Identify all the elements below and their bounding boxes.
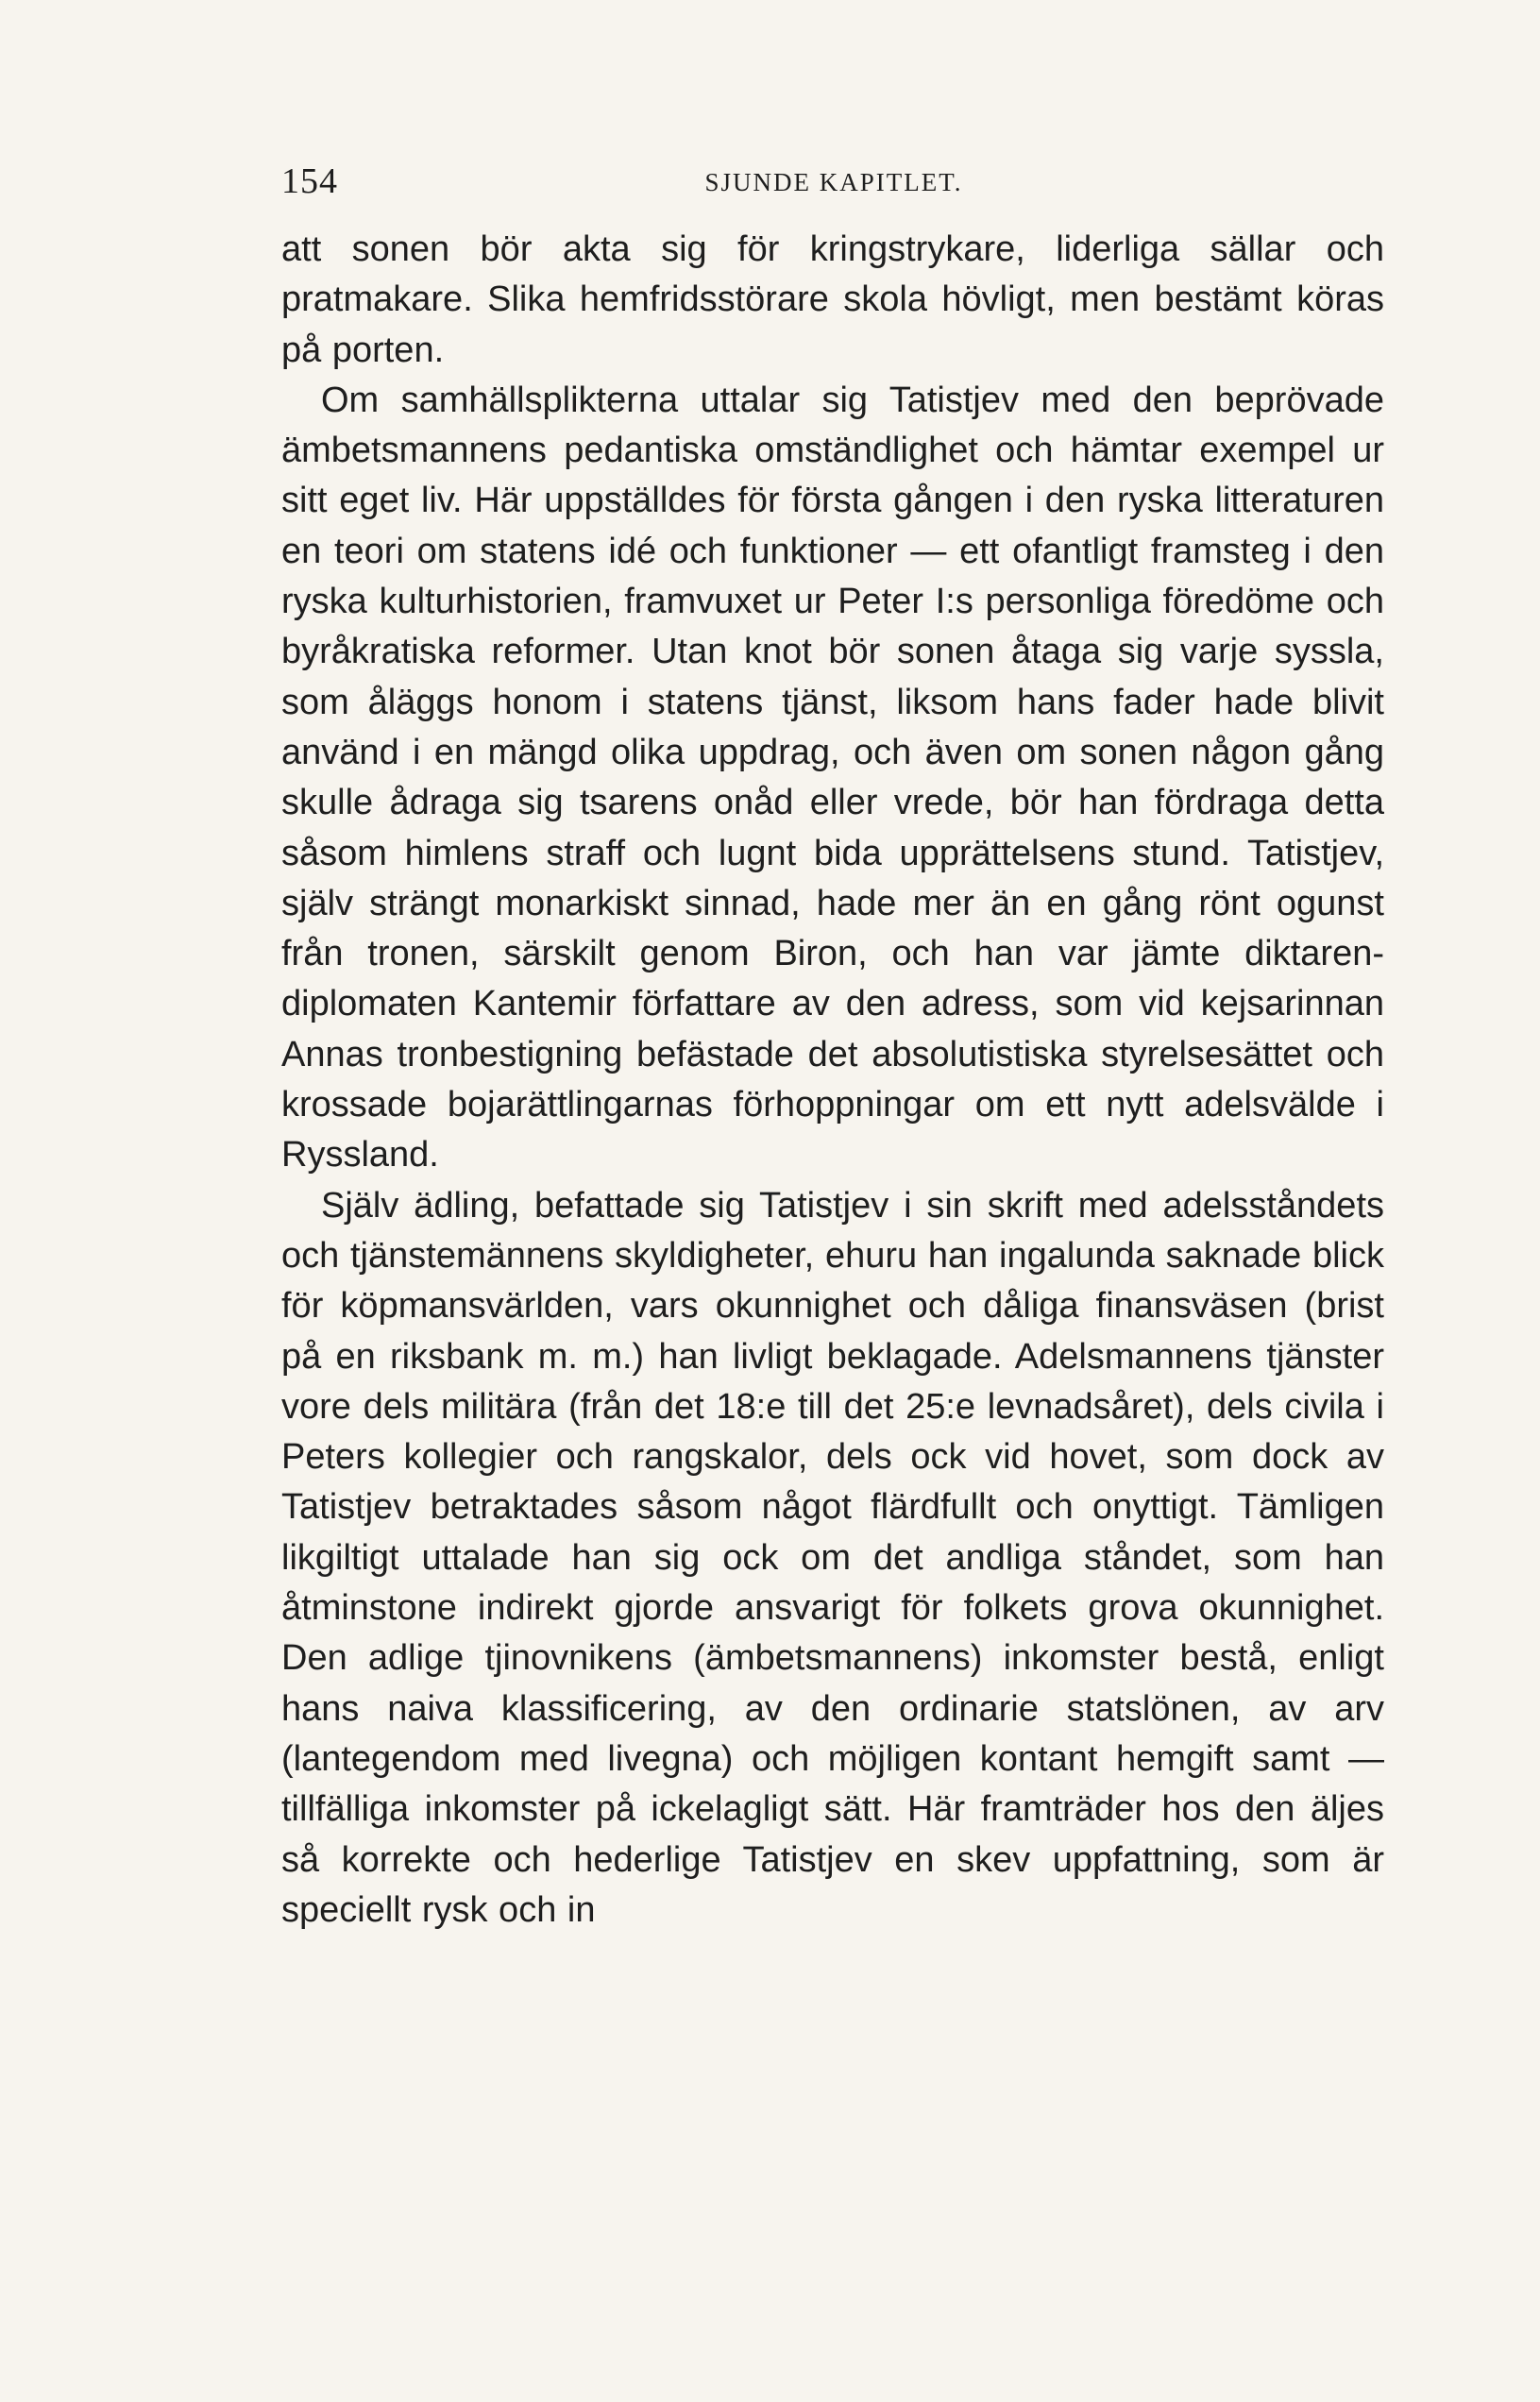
- page-number: 154: [281, 161, 338, 201]
- page-header: [281, 161, 1386, 208]
- paragraph: Själv ädling, befattade sig Tatistjev i sin skrift med adelsståndets och tjänstemännens skyldigheter, ehuru han ingalunda saknade blick för köpmansvärlden, vars okunnighet och dåliga finansväsen (brist på en riksbank m. m.) han livligt beklagade. Adelsmannens tjänster vore dels militära (från det 18:e till det 25:e levnadsåret), dels civila i Peters kollegier och rangskalor, dels ock vid hovet, som dock av Tatistjev betraktades såsom något flärdfullt och onyttigt. Tämligen likgiltigt uttalade han sig ock om det andliga ståndet, som han åtminstone indirekt gjorde ansvarigt för folkets grova okunnighet. Den adlige tjinovnikens (ämbetsmannens) inkomster bestå, enligt hans naiva klassificering, av den ordinarie statslönen, av arv (lantegendom med livegna) och möjligen kontant hemgift samt — tillfälliga inkomster på ickelagligt sätt. Här framträder hos den äljes så korrekte och hederlige Tatistjev en skev uppfattning, som är speciellt rysk och in: [281, 1185, 1384, 1930]
- paragraph: att sonen bör akta sig för kringstrykare, liderliga sällar och pratmakare. Slika hemfridsstörare skola hövligt, men bestämt köras på porten.: [281, 229, 1384, 370]
- body-text: [281, 225, 1384, 1936]
- paragraph: Om samhällsplikterna uttalar sig Tatistjev med den beprövade ämbetsmannens pedantiska omständlighet och hämtar exempel ur sitt eget liv. Här uppställdes för första gången i den ryska litteraturen en teori om statens idé och funktioner — ett ofantligt framsteg i den ryska kulturhistorien, framvuxet ur Peter I:s personliga föredöme och byråkratiska reformer. Utan knot bör sonen åtaga sig varje syssla, som åläggs honom i statens tjänst, liksom hans fader hade blivit använd i en mängd olika uppdrag, och även om sonen någon gång skulle ådraga sig tsarens onåd eller vrede, bör han fördraga detta såsom himlens straff och lugnt bida upprättelsens stund. Tatistjev, själv strängt monarkiskt sinnad, hade mer än en gång rönt ogunst från tronen, särskilt genom Biron, och han var jämte diktaren-diplomaten Kantemir författare av den adress, som vid kejsarinnan Annas tronbestigning befästade det absolutistiska styrelsesättet och krossade bojarättlingarnas förhoppningar om ett nytt adelsvälde i Ryssland.: [281, 380, 1384, 1176]
- running-head: SJUNDE KAPITLET.: [704, 168, 963, 196]
